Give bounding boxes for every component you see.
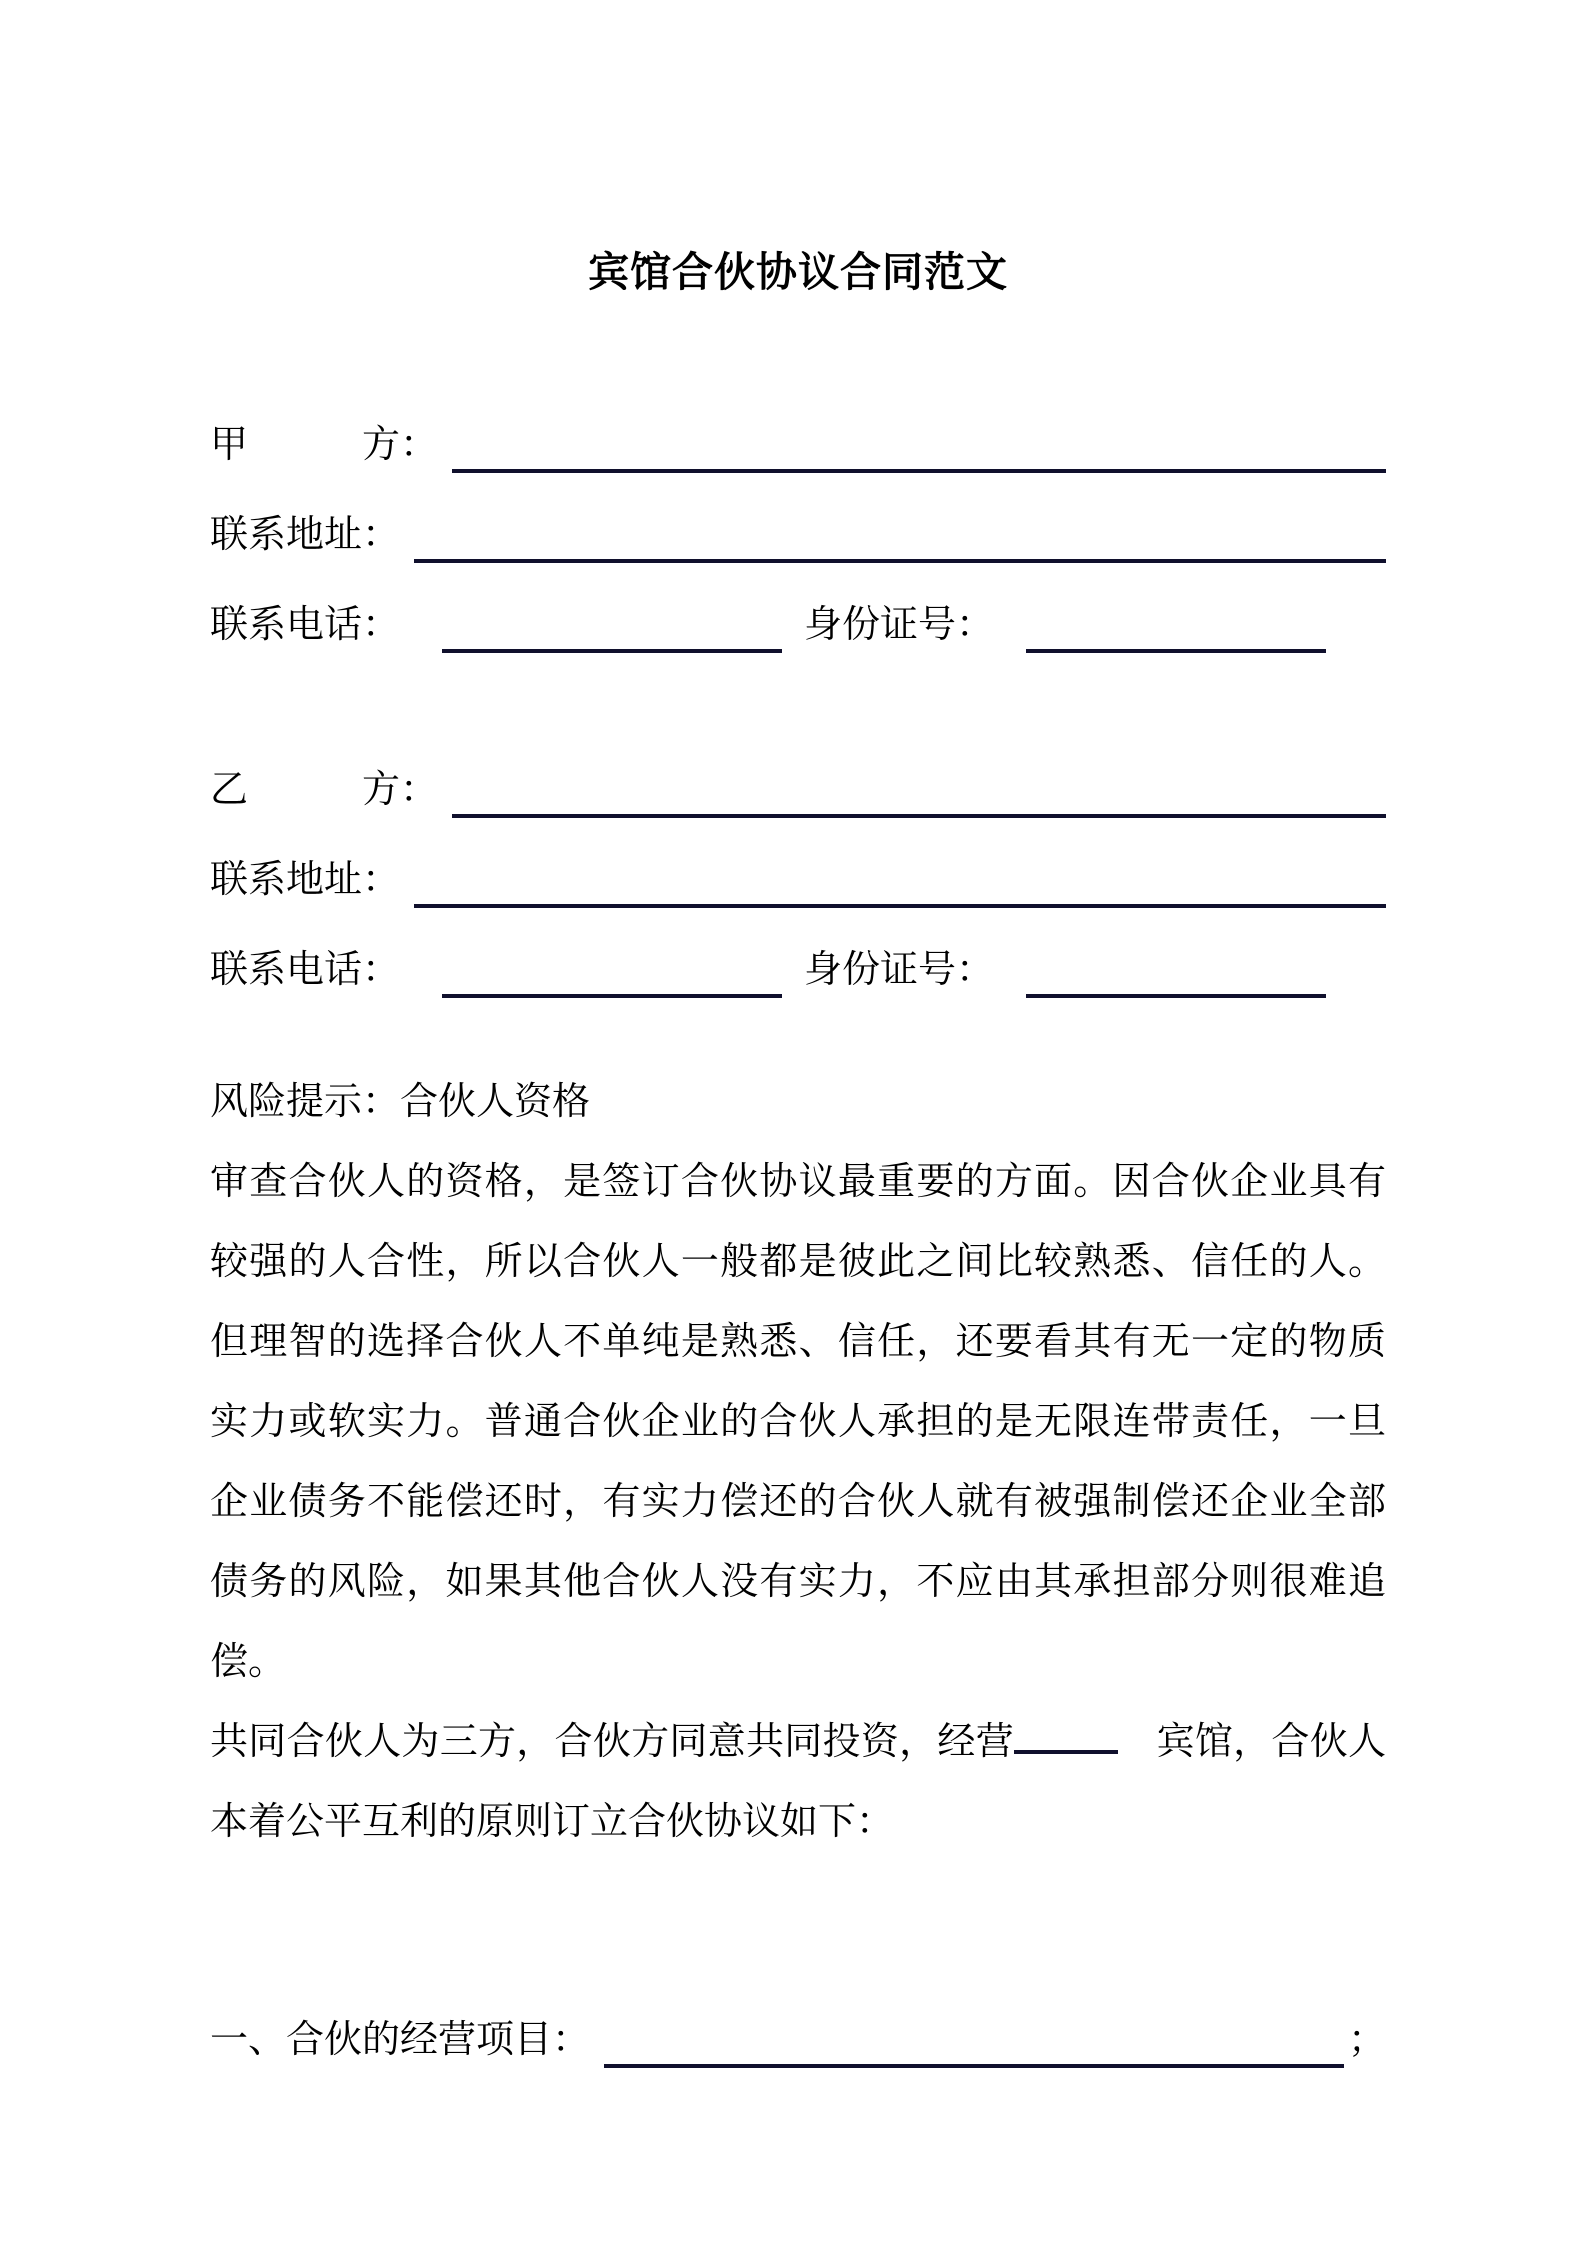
risk-heading: 风险提示：合伙人资格 xyxy=(210,1081,591,1124)
party-a-address-label: 联系地址： xyxy=(210,513,401,556)
party-b-phone-blank[interactable] xyxy=(442,952,782,998)
party-a-name-row xyxy=(210,377,1386,467)
hotel-name-blank[interactable] xyxy=(1014,1714,1118,1754)
party-b-section xyxy=(210,722,1386,992)
partners-clause-prefix: 共同合伙人为三方，合伙方同意共同投资，经营 xyxy=(210,1721,1014,1764)
partners-clause-suffix: 宾馆，合伙人本着公平互利的原则订立合伙协议如下： xyxy=(210,1721,1386,1844)
party-a-name-label: 甲 方： xyxy=(210,423,439,466)
clause-one-row xyxy=(210,1972,1386,2062)
party-b-address-blank[interactable] xyxy=(414,862,1386,908)
party-a-phone-blank[interactable] xyxy=(442,607,782,653)
party-b-address-row xyxy=(210,812,1386,902)
party-b-phone-label: 联系电话： xyxy=(210,948,401,991)
clause-one-terminator: ； xyxy=(1347,2018,1386,2061)
party-a-section xyxy=(210,377,1386,647)
risk-paragraph: 审查合伙人的资格，是签订合伙协议最重要的方面。因合伙企业具有较强的人合性，所以合伙人一般都是彼此之间比较熟悉、信任的人。但理智的选择合伙人不单纯是熟悉、信任，还要看其有无一定的物质实力或软实力。普通合伙企业的合伙人承担的是无限连带责任，一旦企业债务不能偿还时，有实力偿还的合伙人就有被强制偿还企业全部债务的风险，如果其他合伙人没有实力，不应由其承担部分则很难追偿。 xyxy=(210,1161,1386,1684)
party-b-name-label: 乙 方： xyxy=(210,768,439,811)
partners-clause-paragraph xyxy=(210,1702,1386,1862)
party-a-address-row xyxy=(210,467,1386,557)
party-a-address-blank[interactable] xyxy=(414,517,1386,563)
party-b-phone-row xyxy=(210,902,1386,992)
party-b-id-label: 身份证号： xyxy=(804,948,995,991)
party-a-name-blank[interactable] xyxy=(452,427,1386,473)
clause-one-label: 一、合伙的经营项目： xyxy=(210,2018,591,2061)
party-b-id-blank[interactable] xyxy=(1026,952,1326,998)
risk-notice-section xyxy=(210,1062,1386,1862)
party-a-id-blank[interactable] xyxy=(1026,607,1326,653)
document-title: 宾馆合伙协议合同范文 xyxy=(588,249,1008,295)
party-b-name-row xyxy=(210,722,1386,812)
party-a-phone-label: 联系电话： xyxy=(210,603,401,646)
party-b-address-label: 联系地址： xyxy=(210,858,401,901)
party-b-name-blank[interactable] xyxy=(452,772,1386,818)
clause-one-blank[interactable] xyxy=(604,2022,1344,2068)
party-a-id-label: 身份证号： xyxy=(804,603,995,646)
party-a-phone-row xyxy=(210,557,1386,647)
